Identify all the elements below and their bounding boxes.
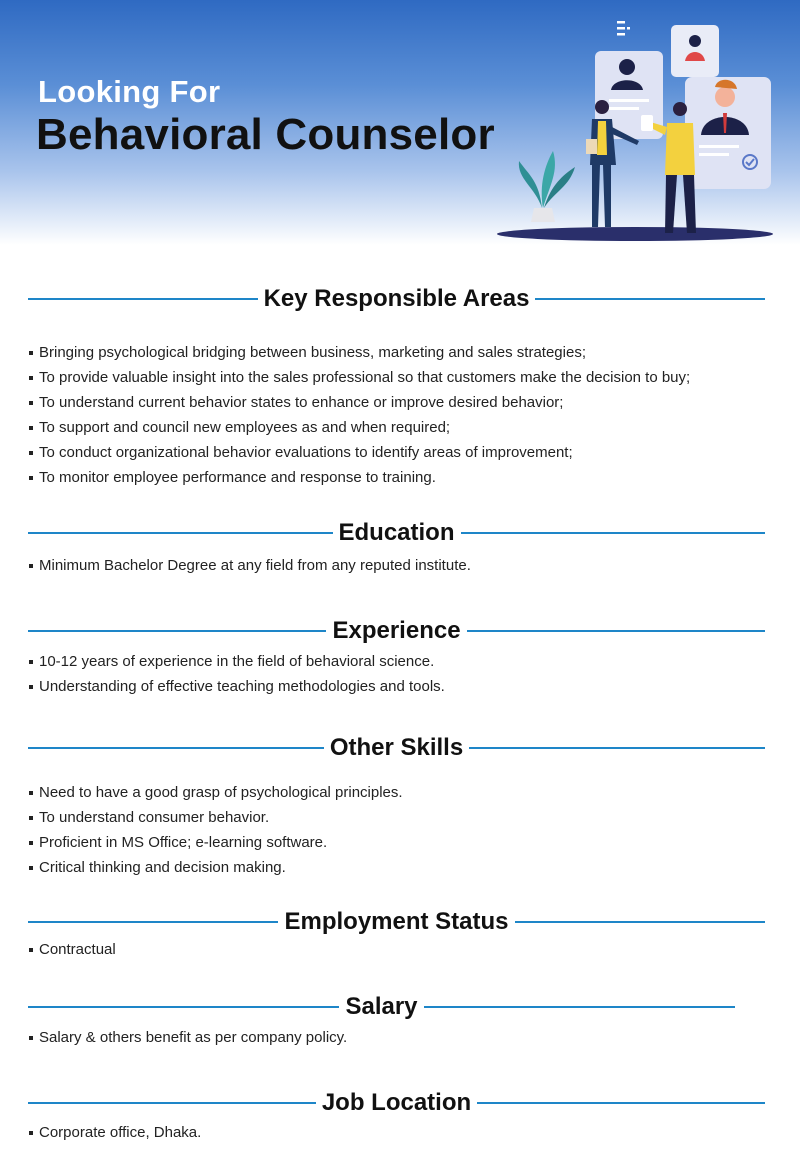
- hero-banner: [0, 0, 800, 245]
- divider-line: [28, 747, 324, 749]
- job-location-list: [28, 1120, 201, 1145]
- list-item: 10-12 years of experience in the field of behavioral science.: [28, 649, 445, 674]
- other-skills-list: [28, 780, 403, 880]
- section-education: [28, 518, 765, 548]
- divider-line: [424, 1006, 735, 1008]
- list-item: Salary & others benefit as per company policy.: [28, 1025, 347, 1050]
- employment-status-list: [28, 937, 116, 962]
- divider-line: [467, 630, 765, 632]
- recruitment-illustration: [495, 15, 785, 243]
- section-employment-status: [28, 907, 765, 937]
- list-item: Need to have a good grasp of psychological principles.: [28, 780, 403, 805]
- divider-line: [28, 921, 278, 923]
- list-item: To conduct organizational behavior evaluations to identify areas of improvement;: [28, 440, 690, 465]
- clipboard-icon: [586, 139, 597, 154]
- section-title: Other Skills: [329, 734, 464, 761]
- plant-icon: [519, 151, 575, 222]
- menu-icon: [617, 21, 630, 36]
- section-title: Salary: [345, 993, 418, 1020]
- divider-line: [28, 532, 333, 534]
- section-experience: [28, 616, 765, 646]
- divider-line: [477, 1102, 765, 1104]
- profile-card-top: [671, 25, 719, 77]
- list-item: To monitor employee performance and response to training.: [28, 465, 690, 490]
- list-item: Corporate office, Dhaka.: [28, 1120, 201, 1145]
- list-item: To support and council new employees as and when required;: [28, 415, 690, 440]
- list-item: Critical thinking and decision making.: [28, 855, 403, 880]
- key-responsible-areas-list: [28, 340, 690, 490]
- section-title: Job Location: [321, 1089, 472, 1116]
- hero-title: Behavioral Counselor: [36, 110, 495, 159]
- list-item: Proficient in MS Office; e-learning software.: [28, 830, 403, 855]
- divider-line: [28, 1006, 339, 1008]
- section-salary: [28, 992, 735, 1022]
- hero-subtitle: Looking For: [38, 74, 221, 109]
- divider-line: [535, 298, 765, 300]
- section-job-location: [28, 1088, 765, 1118]
- list-item: To provide valuable insight into the sales professional so that customers make the decision to buy;: [28, 365, 690, 390]
- list-item: To understand consumer behavior.: [28, 805, 403, 830]
- section-title: Education: [338, 519, 455, 546]
- floor-shadow: [497, 227, 773, 241]
- divider-line: [461, 532, 766, 534]
- divider-line: [469, 747, 765, 749]
- divider-line: [28, 1102, 316, 1104]
- divider-line: [28, 298, 258, 300]
- salary-list: [28, 1025, 347, 1050]
- section-title: Employment Status: [284, 908, 509, 935]
- divider-line: [515, 921, 765, 923]
- section-other-skills: [28, 733, 765, 763]
- section-title: Experience: [332, 617, 461, 644]
- section-title: Key Responsible Areas: [263, 285, 530, 312]
- list-item: Minimum Bachelor Degree at any field from any reputed institute.: [28, 553, 471, 578]
- divider-line: [28, 630, 326, 632]
- education-list: [28, 553, 471, 578]
- list-item: To understand current behavior states to enhance or improve desired behavior;: [28, 390, 690, 415]
- section-key-responsible-areas: [28, 284, 765, 314]
- list-item: Understanding of effective teaching methodologies and tools.: [28, 674, 445, 699]
- experience-list: [28, 649, 445, 699]
- list-item: Bringing psychological bridging between business, marketing and sales strategies;: [28, 340, 690, 365]
- list-item: Contractual: [28, 937, 116, 962]
